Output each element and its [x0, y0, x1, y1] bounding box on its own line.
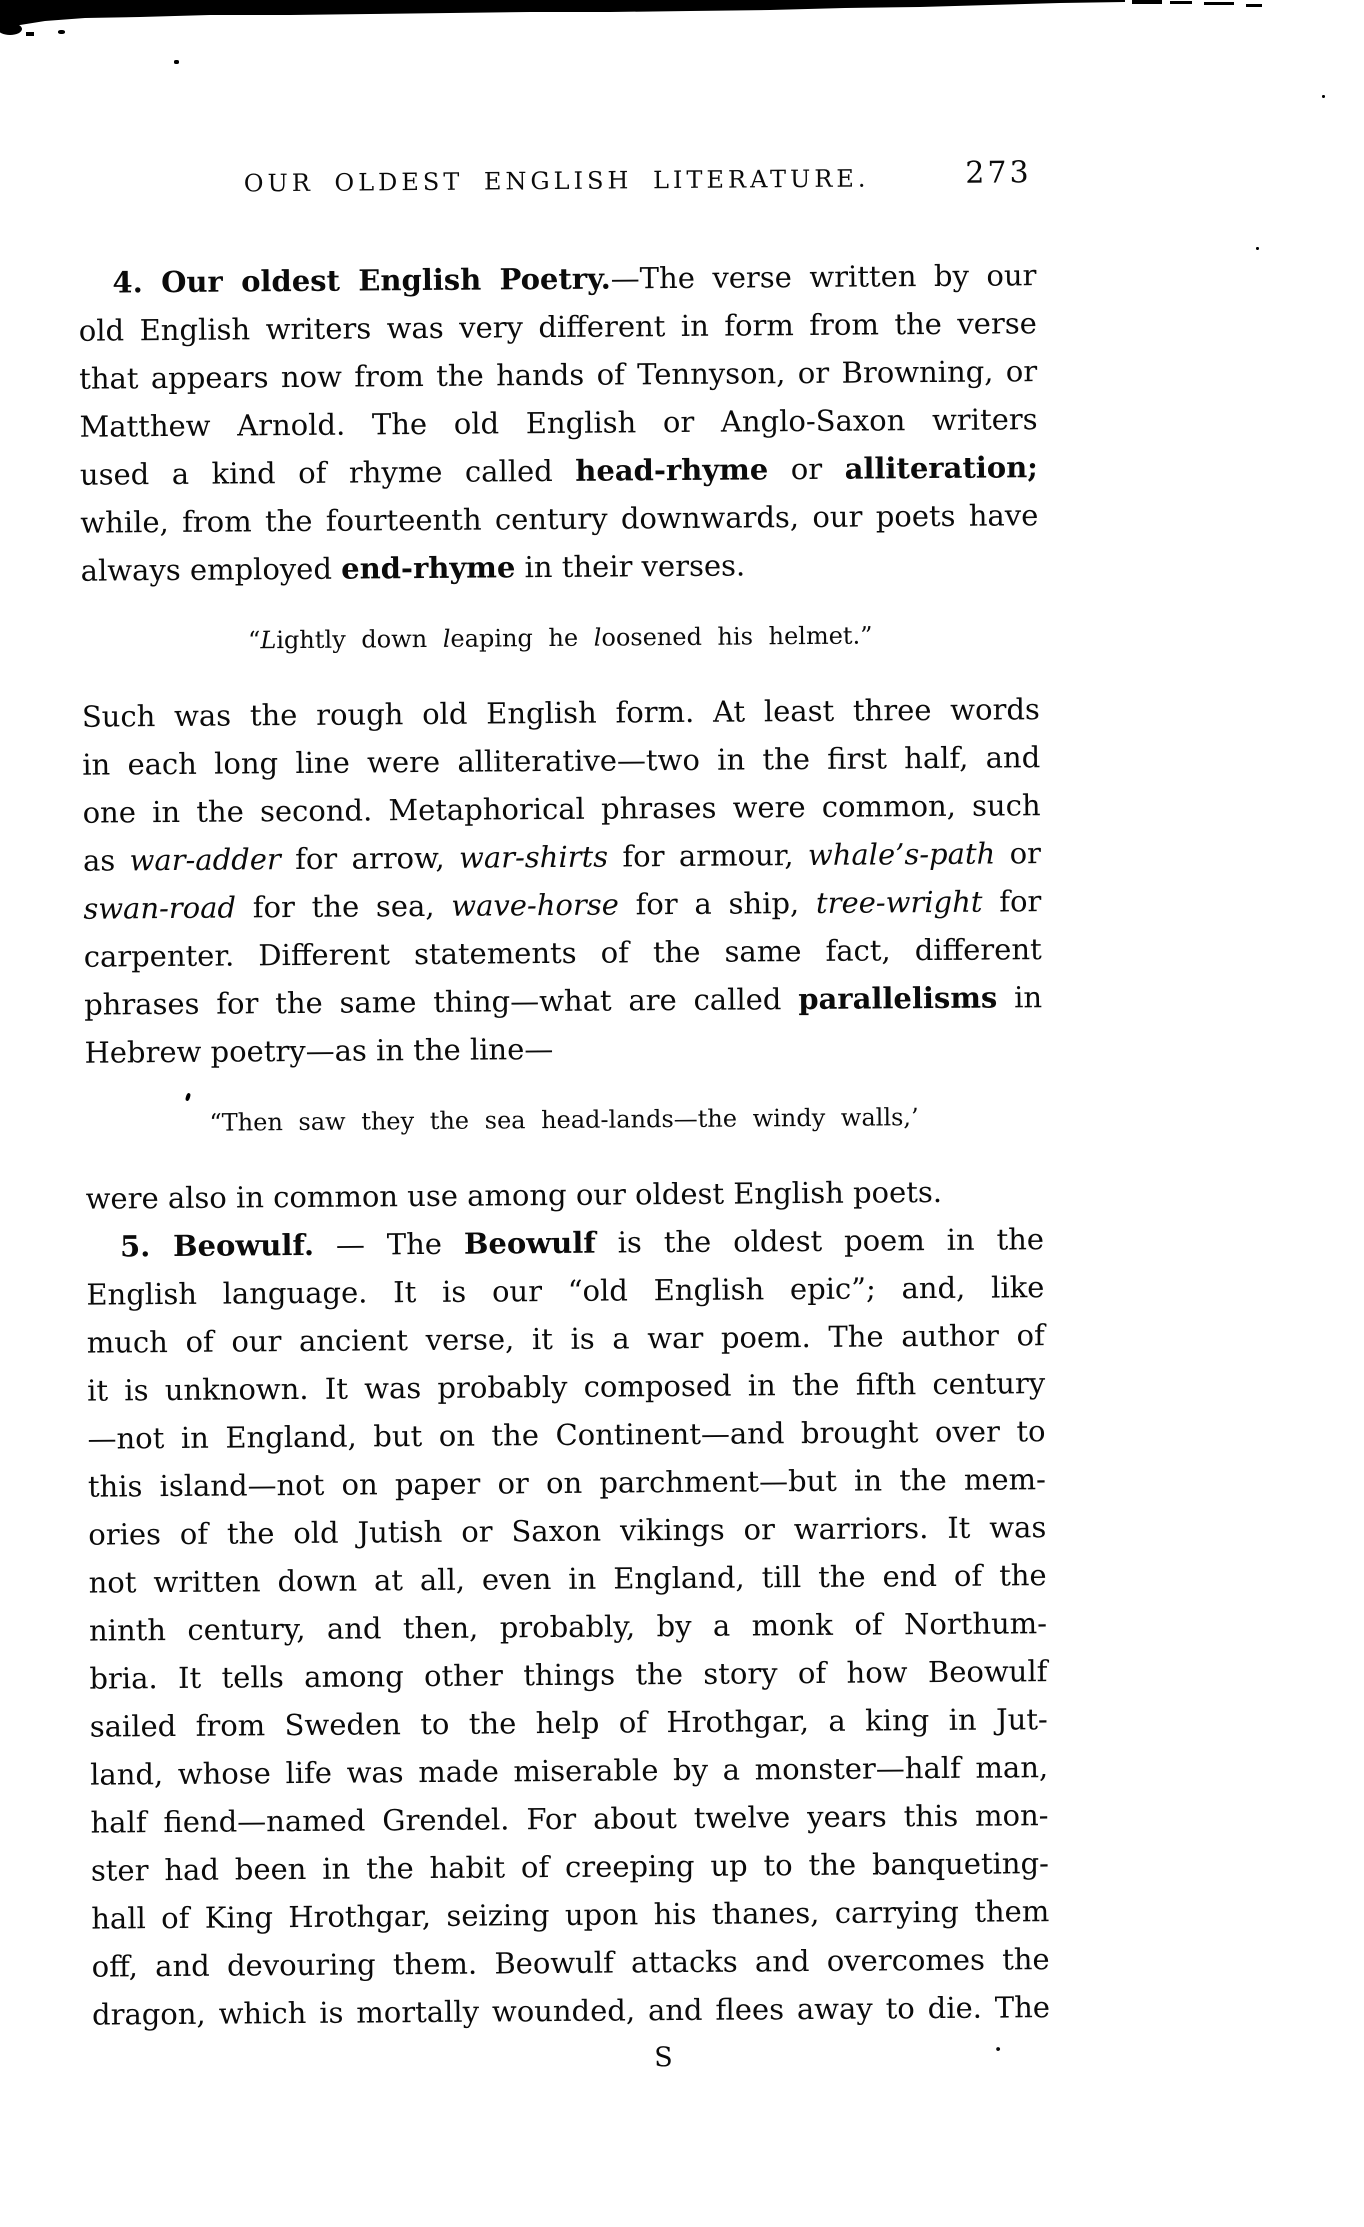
scan-speck: [174, 60, 179, 64]
running-title: OUR OLDEST ENGLISH LITERATURE.: [243, 164, 870, 198]
paragraph: [86, 1215, 1050, 2038]
text-run: carpenter. Different statements of the same fact, different: [83, 932, 1042, 974]
text-run: “: [247, 626, 261, 655]
text-run: war-shirts: [458, 839, 609, 875]
text-line: [88, 1455, 1046, 1511]
text-run: or: [768, 451, 845, 487]
text-line: [87, 1407, 1045, 1463]
text-line: [91, 1935, 1049, 1991]
text-run: alliteration;: [844, 450, 1039, 486]
text-run: Beowulf: [463, 1225, 596, 1261]
text-run: Matthew Arnold. The old English or Anglo-Saxon writers: [79, 402, 1038, 444]
text-line: [83, 829, 1041, 885]
text-line: [86, 1215, 1044, 1271]
text-run: wave-horse: [451, 887, 619, 923]
text-line: [82, 733, 1040, 789]
text-run: for arrow,: [280, 840, 460, 877]
page-number: 273: [965, 155, 1032, 191]
text-run: end-rhyme: [341, 550, 516, 586]
text-line: [82, 781, 1040, 837]
text-line: [89, 1599, 1047, 1655]
text-line: [92, 1983, 1050, 2039]
text-run: in: [997, 980, 1043, 1015]
text-run: were also in common use among our oldest English poets.: [85, 1174, 943, 1216]
text-line: [84, 973, 1042, 1029]
text-run: land, whose life was made miserable by a monster—half man,: [90, 1750, 1049, 1792]
text-run: much of our ancient verse, it is a war poem. The author of: [86, 1318, 1045, 1360]
text-run: English language. It is our “old English epic”; and, like: [86, 1270, 1045, 1312]
text-run: ster had been in the habit of creeping up to the banqueting-: [90, 1846, 1050, 1888]
text-line: [85, 1167, 1043, 1223]
text-run: this island—not on paper or on parchment—but in the mem-: [87, 1462, 1047, 1504]
text-run: tree-wright: [815, 884, 983, 920]
text-run: 5. Beowulf.: [119, 1227, 315, 1264]
text-run: sailed from Sweden to the help of Hrothgar, a king in Jut-: [89, 1702, 1048, 1744]
text-line: [88, 1503, 1046, 1559]
text-run: whale’s-path: [807, 836, 996, 873]
text-line: [86, 1263, 1044, 1319]
paragraph: [82, 685, 1043, 1077]
text-run: is the oldest poem in the: [595, 1222, 1045, 1260]
text-line: [91, 1887, 1049, 1943]
paragraph: [85, 1167, 1043, 1223]
text-run: Hebrew poetry—as in the line—: [84, 1032, 554, 1070]
text-line: [79, 299, 1037, 355]
text-run: phrases for the same thing—what are called: [83, 982, 799, 1022]
text-line: [79, 395, 1037, 451]
text-run: eaping he: [450, 623, 594, 653]
text-line: [90, 1695, 1048, 1751]
text-run: — The: [313, 1226, 465, 1262]
text-line: [88, 1551, 1046, 1607]
verse-quote: [81, 614, 1039, 662]
text-run: bria. It tells among other things the story of how Beowulf: [89, 1654, 1048, 1696]
text-line: [89, 1647, 1047, 1703]
text-line: [82, 685, 1040, 741]
text-run: head-rhyme: [575, 452, 769, 488]
text-run: while, from the fourteenth century downwards, our poets have: [80, 498, 1039, 540]
text-run: used a kind of rhyme called: [79, 453, 576, 492]
text-line: [90, 1791, 1048, 1847]
text-run: ninth century, and then, probably, by a monk of Northum-: [88, 1606, 1048, 1648]
text-run: it is unknown. It was probably composed in the fifth century: [87, 1366, 1046, 1408]
text-run: old English writers was very different in form from the verse: [78, 306, 1037, 348]
text-run: in their verses.: [515, 548, 746, 585]
text-run: hall of King Hrothgar, seizing upon his thanes, carrying them: [91, 1894, 1050, 1936]
text-run: war-adder: [129, 842, 281, 878]
scan-speck: [1322, 95, 1325, 98]
text-line: [81, 539, 1039, 595]
text-run: for armour,: [607, 838, 809, 874]
text-block: [78, 251, 1050, 2086]
text-run: or: [995, 836, 1042, 871]
signature-row: [92, 2031, 1050, 2087]
text-run: parallelisms: [798, 980, 998, 1017]
scan-speck: [1256, 247, 1259, 250]
text-line: [85, 1096, 1043, 1144]
paragraph: [78, 251, 1039, 595]
text-line: [90, 1743, 1048, 1799]
text-line: [83, 877, 1041, 933]
text-run: L: [260, 626, 277, 655]
text-line: [80, 443, 1038, 499]
text-run: ightly down: [276, 624, 443, 655]
text-run: 4. Our oldest English Poetry.: [112, 261, 611, 300]
text-run: l: [442, 624, 451, 653]
text-line: [84, 925, 1042, 981]
text-line: [91, 1839, 1049, 1895]
text-run: in each long line were alliterative—two in the first half, and: [82, 740, 1041, 782]
text-run: ories of the old Jutish or Saxon vikings or warriors. It was: [88, 1510, 1047, 1552]
text-run: half fiend—named Grendel. For about twelve years this mon-: [90, 1798, 1049, 1840]
text-line: [78, 251, 1036, 307]
text-run: always employed: [80, 551, 342, 588]
text-line: [79, 347, 1037, 403]
text-run: —The verse written by our: [610, 258, 1037, 296]
verse-quote: [85, 1096, 1043, 1144]
text-line: [80, 491, 1038, 547]
signature-mark: S: [654, 2042, 673, 2074]
text-run: that appears now from the hands of Tennyson, or Browning, or: [79, 354, 1038, 396]
text-line: [87, 1311, 1045, 1367]
text-line: [84, 1021, 1042, 1077]
text-run: one in the second. Metaphorical phrases were common, such: [82, 788, 1041, 830]
text-run: —not in England, but on the Continent—and brought over to: [87, 1414, 1046, 1456]
text-run: dragon, which is mortally wounded, and flees away to die. The: [91, 1990, 1051, 2032]
text-run: swan-road: [83, 890, 237, 926]
text-run: oosened his helmet.”: [601, 621, 873, 652]
scan-artifact-top-edge: [0, 0, 1364, 44]
text-line: [81, 614, 1039, 662]
text-run: for: [982, 884, 1042, 919]
stray-mark: .: [993, 2023, 1003, 2059]
text-run: not written down at all, even in England, till the end of the: [88, 1558, 1047, 1600]
text-run: Such was the rough old English form. At least three words: [81, 692, 1040, 734]
running-head: [78, 155, 1036, 211]
text-line: [87, 1359, 1045, 1415]
text-run: as: [82, 843, 130, 878]
text-run: off, and devouring them. Beowulf attacks and overcomes the: [91, 1942, 1050, 1984]
text-run: for the sea,: [235, 888, 452, 925]
text-run: for a ship,: [618, 885, 817, 922]
text-run: “Then saw they the sea head-lands—the windy walls,’: [209, 1103, 919, 1137]
text-run: l: [593, 623, 602, 652]
